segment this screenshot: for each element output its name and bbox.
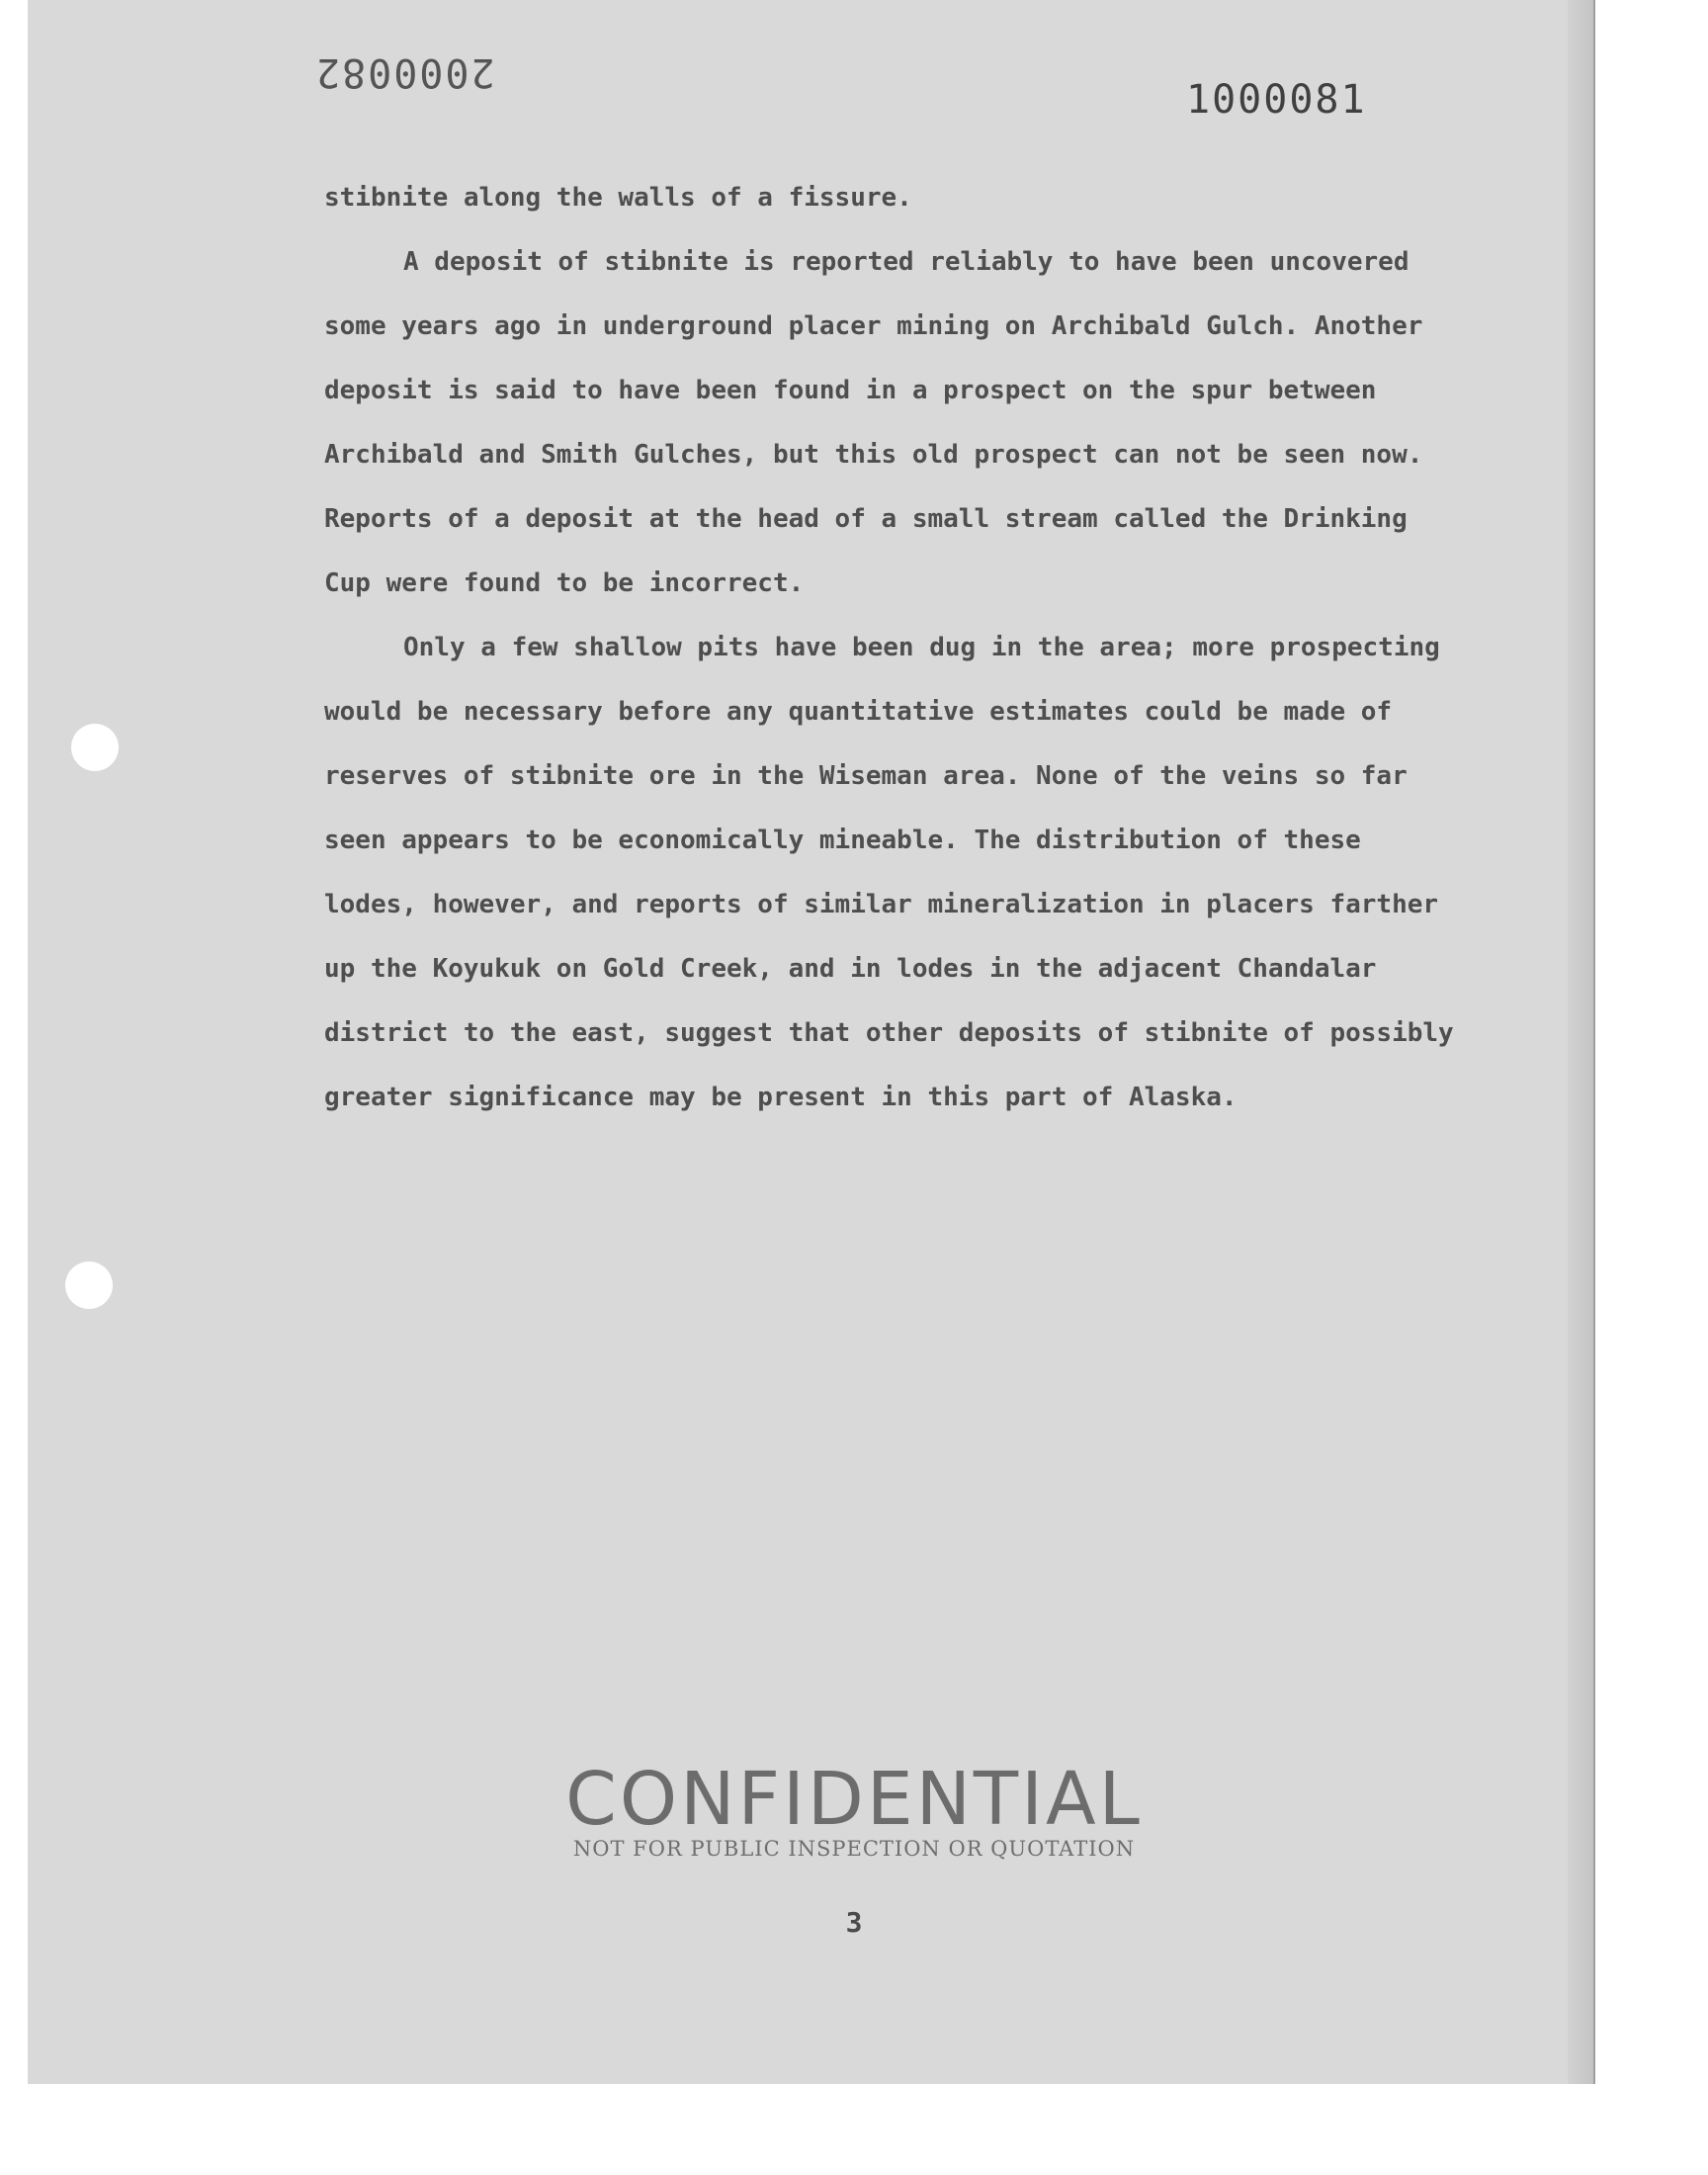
document-stamp-number: 1000081 xyxy=(1186,77,1367,123)
paragraph-continued: stibnite along the walls of a fissure. xyxy=(324,183,912,213)
punch-hole-bottom xyxy=(65,1262,113,1309)
confidential-notice: NOT FOR PUBLIC INSPECTION OR QUOTATION xyxy=(572,1837,1136,1861)
confidential-stamp xyxy=(0,1757,1708,1861)
paragraph-deposit-reports: A deposit of stibnite is reported reliably to have been uncovered some years ago in underground placer mining on Archibald Gulch. Another deposit is said to have been found in a prospect on the spur between Archibald and Smith Gulches, but this old prospect can not be seen now. Reports of a deposit at the head of a small stream called the Drinking Cup were found to be incorrect. xyxy=(324,247,1423,598)
paragraph-prospecting: Only a few shallow pits have been dug in the area; more prospecting would be necessary before any quantitative estimates could be made of reserves of stibnite ore in the Wiseman area. None of the veins so far seen appears to be economically mineable. The distribution of these lodes, however, and reports of similar mineralization in placers farther up the Koyukuk on Gold Creek, and in lodes in the adjacent Chandalar district to the east, suggest that other deposits of stibnite of possibly greater significance may be present in this part of Alaska. xyxy=(324,633,1454,1112)
confidential-title: CONFIDENTIAL xyxy=(565,1757,1143,1842)
document-stamp-number-inverted: 2000082 xyxy=(314,49,495,95)
body-text xyxy=(324,166,1461,1130)
punch-hole-top xyxy=(71,724,119,771)
page-number: 3 xyxy=(845,1906,863,1939)
